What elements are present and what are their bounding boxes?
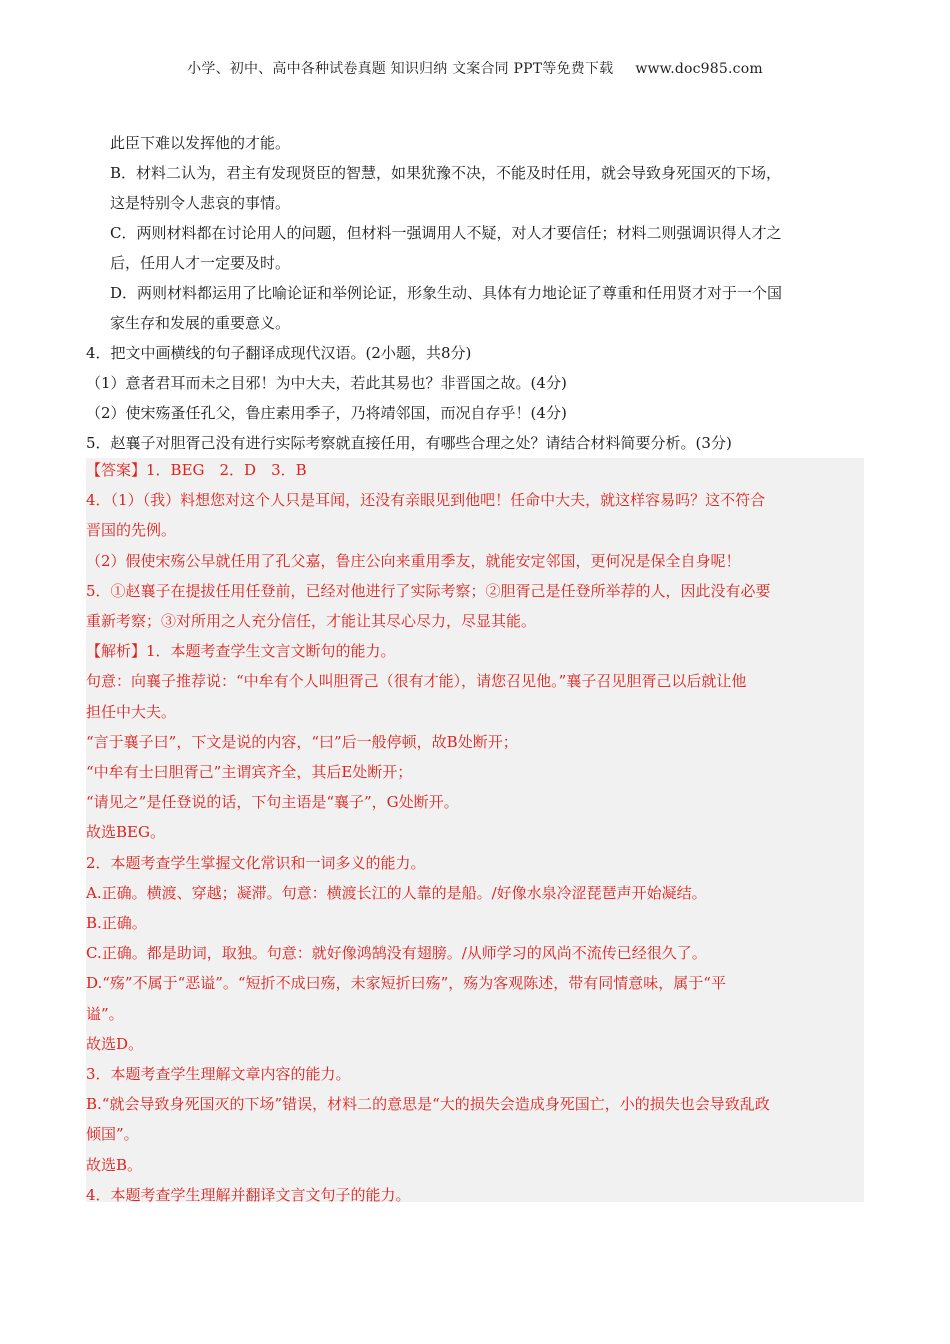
option-d-cont: 家生存和发展的重要意义。 — [110, 314, 291, 332]
analysis-text: 3．本题考查学生理解文章内容的能力。 — [86, 1065, 351, 1084]
analysis-text: 故选B。 — [86, 1155, 143, 1174]
question-line: 此臣下难以发挥他的才能。 — [110, 134, 291, 152]
option-c-cont: 后，任用人才一定要及时。 — [110, 254, 291, 272]
question-4-1: （1）意者君耳而未之目邪！为中大夫，若此其易也？非晋国之故。(4分) — [86, 374, 567, 392]
analysis-text: 担任中大夫。 — [86, 702, 177, 721]
analysis-text: D.“殇”不属于“恶谥”。“短折不成曰殇，未家短折曰殇”，殇为客观陈述，带有同情意味，属于“平 — [86, 974, 726, 993]
analysis-text: 故选D。 — [86, 1034, 144, 1053]
analysis-tag: 【解析】 — [86, 642, 147, 661]
analysis-text: 2．本题考查学生掌握文化常识和一词多义的能力。 — [86, 853, 426, 872]
answer-5-cont: 重新考察；③对所用之人充分信任，才能让其尽心尽力，尽显其能。 — [86, 612, 537, 631]
question-5: 5．赵襄子对胆胥己没有进行实际考察就直接任用，有哪些合理之处？请结合材料简要分析。(3分) — [86, 434, 732, 452]
answer-choices: 1．BEG 2．D 3．B — [146, 461, 307, 479]
analysis-text: A.正确。横渡、穿越；凝滞。句意：横渡长江的人靠的是船。/好像水泉冷涩琵琶声开始凝结。 — [86, 883, 707, 902]
analysis-text: B.正确。 — [86, 914, 147, 933]
page-header — [0, 58, 950, 78]
analysis-first: 1．本题考查学生文言文断句的能力。 — [146, 642, 396, 661]
answer-4-2: （2）假使宋殇公早就任用了孔父嘉，鲁庄公向来重用季友，就能安定邻国，更何况是保全自身呢！ — [86, 551, 741, 570]
option-d: D．两则材料都运用了比喻论证和举例论证，形象生动、具体有力地论证了尊重和任用贤才对于一个国 — [110, 284, 783, 302]
analysis-text: “请见之”是任登说的话，下句主语是“襄子”，G处断开。 — [86, 793, 459, 812]
answer-section — [86, 455, 864, 1210]
analysis-text: “中牟有士曰胆胥己”主谓宾齐全，其后E处断开； — [86, 763, 413, 782]
analysis-text: 句意：向襄子推荐说：“中牟有个人叫胆胥己（很有才能），请您召见他。”襄子召见胆胥己以后就让他 — [86, 672, 747, 691]
analysis-text: 谥”。 — [86, 1004, 124, 1023]
answer-tag: 【答案】 — [86, 461, 147, 479]
answer-4-1-cont: 晋国的先例。 — [86, 521, 177, 540]
analysis-text: 故选BEG。 — [86, 823, 165, 842]
question-4-2: （2）使宋殇蚤任孔父，鲁庄素用季子，乃将靖邻国，而况自存乎！(4分) — [86, 404, 567, 422]
analysis-text: B.“就会导致身死国灭的下场”错误，材料二的意思是“大的损失会造成身死国亡，小的损失也会导致乱政 — [86, 1095, 770, 1114]
answer-line — [86, 455, 864, 485]
analysis-line — [86, 636, 864, 666]
analysis-text: 4．本题考查学生理解并翻译文言文句子的能力。 — [86, 1185, 411, 1204]
option-c: C．两则材料都在讨论用人的问题，但材料一强调用人不疑，对人才要信任；材料二则强调识得人才之 — [110, 224, 782, 242]
question-section — [86, 128, 864, 458]
question-4: 4．把文中画横线的句子翻译成现代汉语。(2小题，共8分) — [86, 344, 472, 362]
header-title: 小学、初中、高中各种试卷真题 知识归纳 文案合同 PPT等免费下载 — [187, 61, 614, 77]
analysis-text: “言于襄子曰”，下文是说的内容，“曰”后一般停顿，故B处断开； — [86, 732, 518, 751]
option-b: B．材料二认为，君主有发现贤臣的智慧，如果犹豫不决，不能及时任用，就会导致身死国灭的下场， — [110, 164, 782, 182]
option-b-cont: 这是特别令人悲哀的事情。 — [110, 194, 291, 212]
analysis-text: C.正确。都是助词，取独。句意：就好像鸿鹄没有翅膀。/从师学习的风尚不流传已经很久了。 — [86, 944, 707, 963]
analysis-text: 倾国”。 — [86, 1125, 139, 1144]
header-url[interactable]: www.doc985.com — [635, 61, 763, 77]
answer-5: 5．①赵襄子在提拔任用任登前，已经对他进行了实际考察；②胆胥己是任登所举荐的人，因此没有必要 — [86, 581, 771, 600]
answer-4-1: 4．（1）（我）料想您对这个人只是耳闻，还没有亲眼见到他吧！任命中大夫，就这样容易吗？这不符合 — [86, 491, 766, 510]
